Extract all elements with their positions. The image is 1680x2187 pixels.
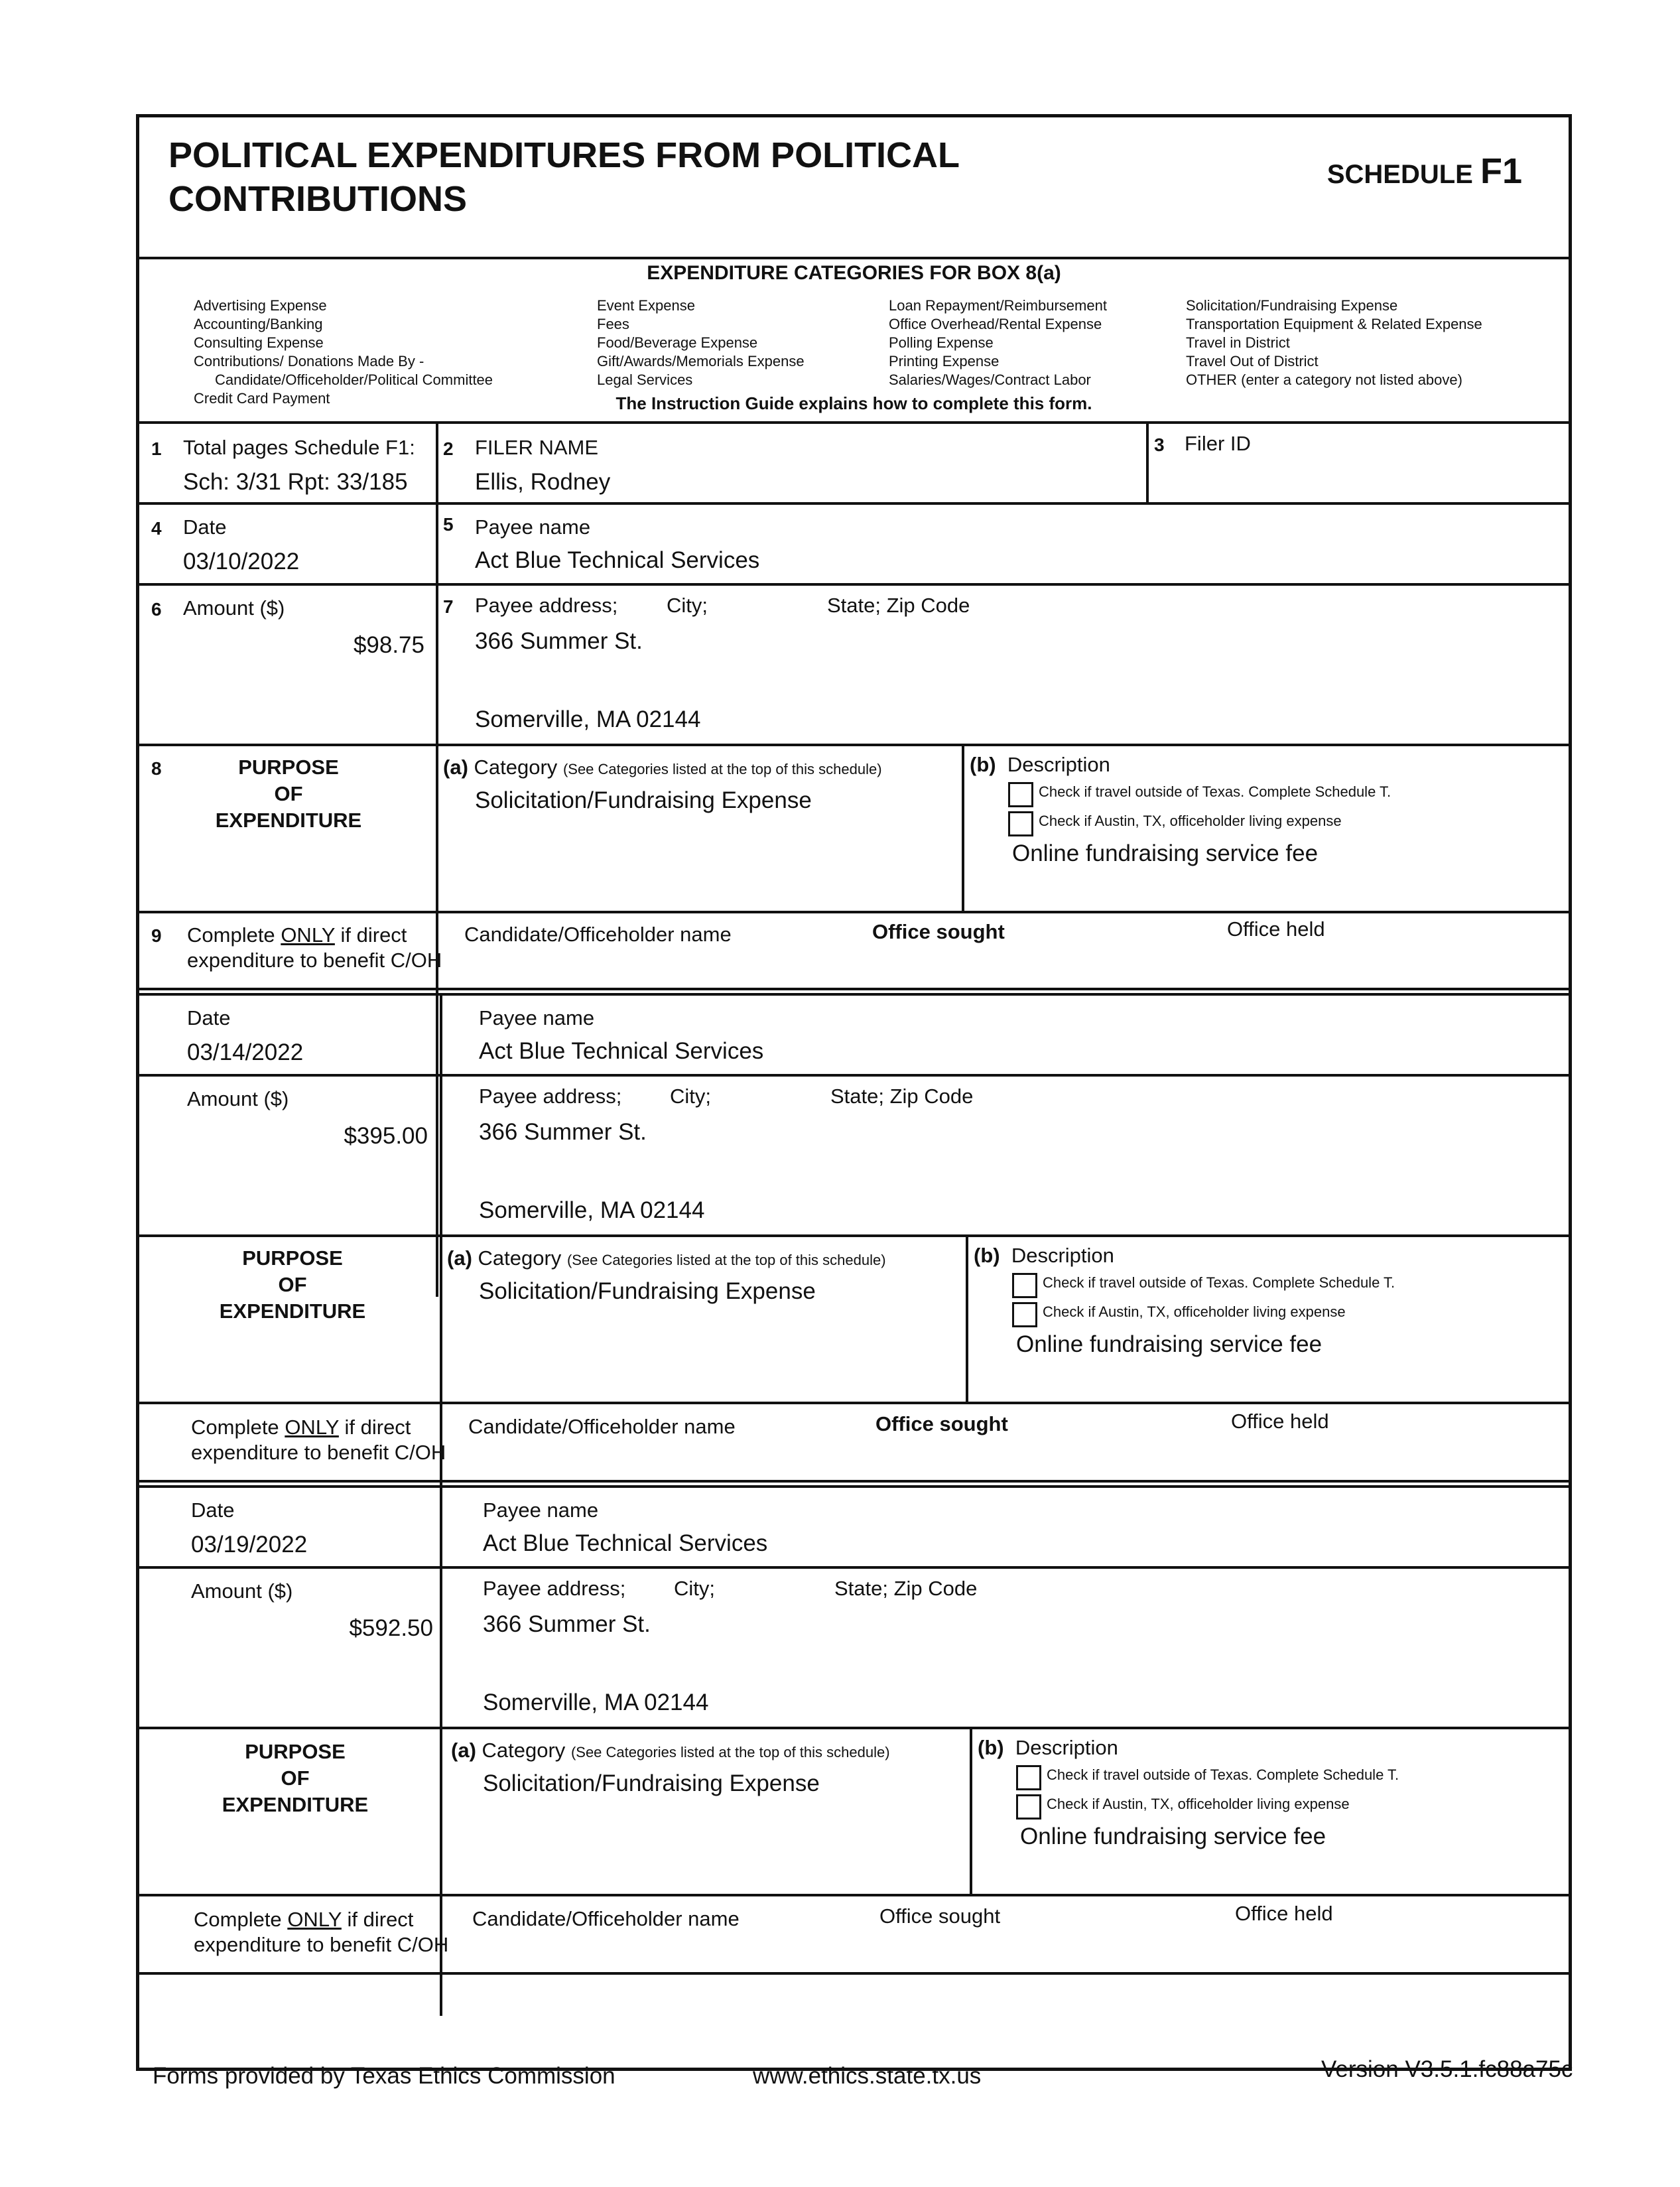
- office-sought-label: Office sought: [872, 920, 1005, 943]
- description-letter: (b): [970, 753, 996, 776]
- field-number: 9: [151, 925, 162, 946]
- direct-expenditure-note: [191, 1415, 446, 1465]
- categories-heading: EXPENDITURE CATEGORIES FOR BOX 8(a): [647, 262, 1061, 284]
- austin-living-expense-label: Check if Austin, TX, officeholder living expense: [1043, 1303, 1346, 1320]
- benefit-text: expenditure to benefit C/OH: [191, 1441, 446, 1464]
- footer-version: Version V3.5.1.fc88a75c: [1321, 2056, 1573, 2082]
- amount-label: Amount ($): [187, 1087, 289, 1110]
- category-letter: (a): [443, 756, 468, 779]
- category-label: [447, 1246, 886, 1270]
- office-sought-label: Office sought: [879, 1904, 1001, 1928]
- field-number: 7: [443, 596, 454, 617]
- payee-address-line2: Somerville, MA 02144: [483, 1690, 709, 1715]
- candidate-name-label: Candidate/Officeholder name: [472, 1907, 740, 1930]
- only-text: ONLY: [287, 1908, 342, 1931]
- filer-id-label: Filer ID: [1185, 432, 1251, 455]
- description-value: Online fundraising service fee: [1016, 1331, 1323, 1357]
- description-label: [974, 1244, 1114, 1268]
- complete-text: Complete: [194, 1908, 282, 1931]
- category-item: Consulting Expense: [194, 334, 324, 351]
- footer-provider: Forms provided by Texas Ethics Commission: [153, 2063, 615, 2089]
- amount-label: Amount ($): [183, 596, 285, 620]
- filer-name-value: Ellis, Rodney: [475, 469, 611, 495]
- category-label: [451, 1739, 890, 1762]
- payee-name-label: Payee name: [479, 1006, 595, 1029]
- only-text: ONLY: [285, 1416, 339, 1439]
- austin-living-expense-checkbox[interactable]: [1016, 1794, 1041, 1820]
- office-held-label: Office held: [1231, 1410, 1329, 1433]
- field-number: 1: [151, 438, 162, 459]
- payee-name-value: Act Blue Technical Services: [479, 1038, 764, 1064]
- instruction-guide-note: The Instruction Guide explains how to complete this form.: [615, 393, 1092, 413]
- category-item: Advertising Expense: [194, 297, 327, 314]
- benefit-text: expenditure to benefit C/OH: [194, 1933, 449, 1956]
- description-letter: (b): [978, 1736, 1004, 1759]
- field-number: 2: [443, 438, 454, 459]
- date-value: 03/14/2022: [187, 1039, 304, 1065]
- purpose-of-expenditure-label: [179, 754, 398, 834]
- form-header: [139, 117, 1569, 259]
- payee-address-label: Payee address;: [475, 594, 618, 617]
- category-item: Food/Beverage Expense: [597, 334, 758, 351]
- category-item: Polling Expense: [889, 334, 994, 351]
- category-column-4: [1186, 297, 1482, 389]
- amount-label: Amount ($): [191, 1579, 293, 1603]
- complete-text: Complete: [191, 1416, 279, 1439]
- category-label: [443, 756, 882, 779]
- travel-outside-texas-label: Check if travel outside of Texas. Complete Schedule T.: [1043, 1274, 1395, 1291]
- amount-value: $98.75: [353, 632, 424, 658]
- date-value: 03/10/2022: [183, 549, 300, 574]
- category-letter: (a): [451, 1739, 476, 1762]
- benefit-text: expenditure to benefit C/OH: [187, 949, 442, 972]
- category-item: Salaries/Wages/Contract Labor: [889, 371, 1091, 388]
- amount-value: $395.00: [344, 1123, 428, 1149]
- category-value: Solicitation/Fundraising Expense: [475, 787, 812, 813]
- description-text: Description: [1015, 1736, 1118, 1759]
- austin-living-expense-label: Check if Austin, TX, officeholder living expense: [1047, 1796, 1350, 1812]
- category-item: Fees: [597, 316, 629, 332]
- travel-outside-texas-checkbox[interactable]: [1012, 1273, 1037, 1298]
- state-zip-label: State; Zip Code: [827, 594, 970, 617]
- schedule-label: [1327, 151, 1522, 192]
- field-number: 6: [151, 599, 162, 620]
- category-item: Gift/Awards/Memorials Expense: [597, 353, 805, 369]
- category-item: Printing Expense: [889, 353, 1000, 369]
- category-item: Accounting/Banking: [194, 316, 323, 332]
- if-direct-text: if direct: [347, 1908, 414, 1931]
- payee-address-line1: 366 Summer St.: [475, 628, 643, 654]
- category-item: Travel in District: [1186, 334, 1290, 351]
- purpose-line: EXPENDITURE: [222, 1793, 369, 1816]
- description-text: Description: [1011, 1244, 1114, 1267]
- category-text: Category: [474, 756, 558, 779]
- category-column-2: [597, 297, 805, 389]
- category-letter: (a): [447, 1246, 472, 1270]
- payee-address-label: Payee address;: [479, 1085, 622, 1108]
- city-label: City;: [670, 1085, 711, 1108]
- footer-url[interactable]: www.ethics.state.tx.us: [753, 2063, 982, 2089]
- category-item: Event Expense: [597, 297, 695, 314]
- purpose-line: PURPOSE: [242, 1246, 343, 1270]
- payee-name-label: Payee name: [483, 1498, 599, 1522]
- description-label: [978, 1736, 1118, 1760]
- total-pages-label: Total pages Schedule F1:: [183, 436, 415, 459]
- description-text: Description: [1007, 753, 1110, 776]
- category-column-1: [194, 297, 493, 408]
- purpose-line: PURPOSE: [238, 756, 339, 779]
- candidate-name-label: Candidate/Officeholder name: [468, 1415, 736, 1438]
- payee-name-label: Payee name: [475, 515, 591, 539]
- category-item: Legal Services: [597, 371, 693, 388]
- if-direct-text: if direct: [340, 923, 407, 947]
- category-value: Solicitation/Fundraising Expense: [479, 1278, 816, 1304]
- category-item: Solicitation/Fundraising Expense: [1186, 297, 1398, 314]
- austin-living-expense-checkbox[interactable]: [1008, 811, 1033, 836]
- purpose-line: PURPOSE: [245, 1740, 346, 1763]
- amount-value: $592.50: [349, 1615, 433, 1641]
- payee-address-line1: 366 Summer St.: [479, 1119, 647, 1145]
- schedule-text: SCHEDULE: [1326, 160, 1473, 189]
- description-label: [970, 753, 1110, 777]
- payee-address-line2: Somerville, MA 02144: [479, 1197, 705, 1223]
- purpose-of-expenditure-label: [183, 1245, 402, 1325]
- direct-expenditure-note: [194, 1907, 448, 1957]
- category-item: Candidate/Officeholder/Political Committee: [215, 371, 493, 388]
- only-text: ONLY: [281, 923, 335, 947]
- office-sought-label: Office sought: [875, 1412, 1008, 1435]
- purpose-line: OF: [274, 782, 303, 805]
- total-pages-value: Sch: 3/31 Rpt: 33/185: [183, 469, 408, 495]
- payee-name-value: Act Blue Technical Services: [475, 547, 760, 573]
- category-item: Travel Out of District: [1186, 353, 1319, 369]
- travel-outside-texas-label: Check if travel outside of Texas. Complete Schedule T.: [1039, 783, 1391, 800]
- direct-expenditure-note: [187, 923, 442, 973]
- category-item: Credit Card Payment: [194, 390, 330, 407]
- purpose-line: OF: [281, 1766, 310, 1790]
- payee-name-value: Act Blue Technical Services: [483, 1530, 768, 1556]
- date-label: Date: [183, 515, 227, 539]
- category-text: Category: [478, 1246, 562, 1270]
- schedule-code: F1: [1480, 151, 1522, 191]
- field-number: 8: [151, 758, 162, 779]
- category-item: Loan Repayment/Reimbursement: [889, 297, 1107, 314]
- category-item: Contributions/ Donations Made By -: [194, 353, 424, 369]
- category-value: Solicitation/Fundraising Expense: [483, 1770, 820, 1796]
- field-number: 5: [443, 514, 454, 535]
- travel-outside-texas-checkbox[interactable]: [1016, 1765, 1041, 1790]
- field-number: 4: [151, 518, 162, 539]
- category-note: (See Categories listed at the top of this schedule): [570, 1744, 890, 1760]
- description-value: Online fundraising service fee: [1012, 840, 1319, 866]
- complete-text: Complete: [187, 923, 275, 947]
- state-zip-label: State; Zip Code: [830, 1085, 974, 1108]
- payee-address-label: Payee address;: [483, 1577, 626, 1600]
- purpose-line: EXPENDITURE: [215, 809, 362, 832]
- payee-address-line1: 366 Summer St.: [483, 1611, 651, 1637]
- state-zip-label: State; Zip Code: [834, 1577, 978, 1600]
- category-column-3: [889, 297, 1107, 389]
- description-letter: (b): [974, 1244, 1000, 1267]
- category-note: (See Categories listed at the top of this schedule): [562, 761, 882, 777]
- travel-outside-texas-checkbox[interactable]: [1008, 782, 1033, 807]
- category-item: Transportation Equipment & Related Expense: [1186, 316, 1482, 332]
- category-text: Category: [482, 1739, 566, 1762]
- category-item: OTHER (enter a category not listed above): [1186, 371, 1462, 388]
- category-item: Office Overhead/Rental Expense: [889, 316, 1102, 332]
- if-direct-text: if direct: [344, 1416, 411, 1439]
- date-label: Date: [191, 1498, 235, 1522]
- expenditure-categories: [139, 257, 1569, 424]
- travel-outside-texas-label: Check if travel outside of Texas. Complete Schedule T.: [1047, 1766, 1399, 1783]
- office-held-label: Office held: [1227, 917, 1325, 941]
- city-label: City;: [674, 1577, 715, 1600]
- form-title: POLITICAL EXPENDITURES FROM POLITICAL CONTRIBUTIONS: [168, 135, 960, 219]
- candidate-name-label: Candidate/Officeholder name: [464, 923, 732, 946]
- austin-living-expense-checkbox[interactable]: [1012, 1302, 1037, 1327]
- austin-living-expense-label: Check if Austin, TX, officeholder living expense: [1039, 813, 1342, 829]
- purpose-of-expenditure-label: [186, 1739, 405, 1818]
- description-value: Online fundraising service fee: [1020, 1823, 1326, 1849]
- filer-name-label: FILER NAME: [475, 436, 599, 459]
- payee-address-line2: Somerville, MA 02144: [475, 706, 701, 732]
- form-frame: [136, 114, 1572, 2071]
- office-held-label: Office held: [1235, 1902, 1333, 1925]
- date-value: 03/19/2022: [191, 1532, 308, 1557]
- purpose-line: EXPENDITURE: [219, 1299, 366, 1323]
- purpose-line: OF: [278, 1273, 307, 1296]
- city-label: City;: [667, 594, 708, 617]
- date-label: Date: [187, 1006, 231, 1029]
- category-note: (See Categories listed at the top of this schedule): [566, 1252, 886, 1268]
- field-number: 3: [1154, 434, 1165, 455]
